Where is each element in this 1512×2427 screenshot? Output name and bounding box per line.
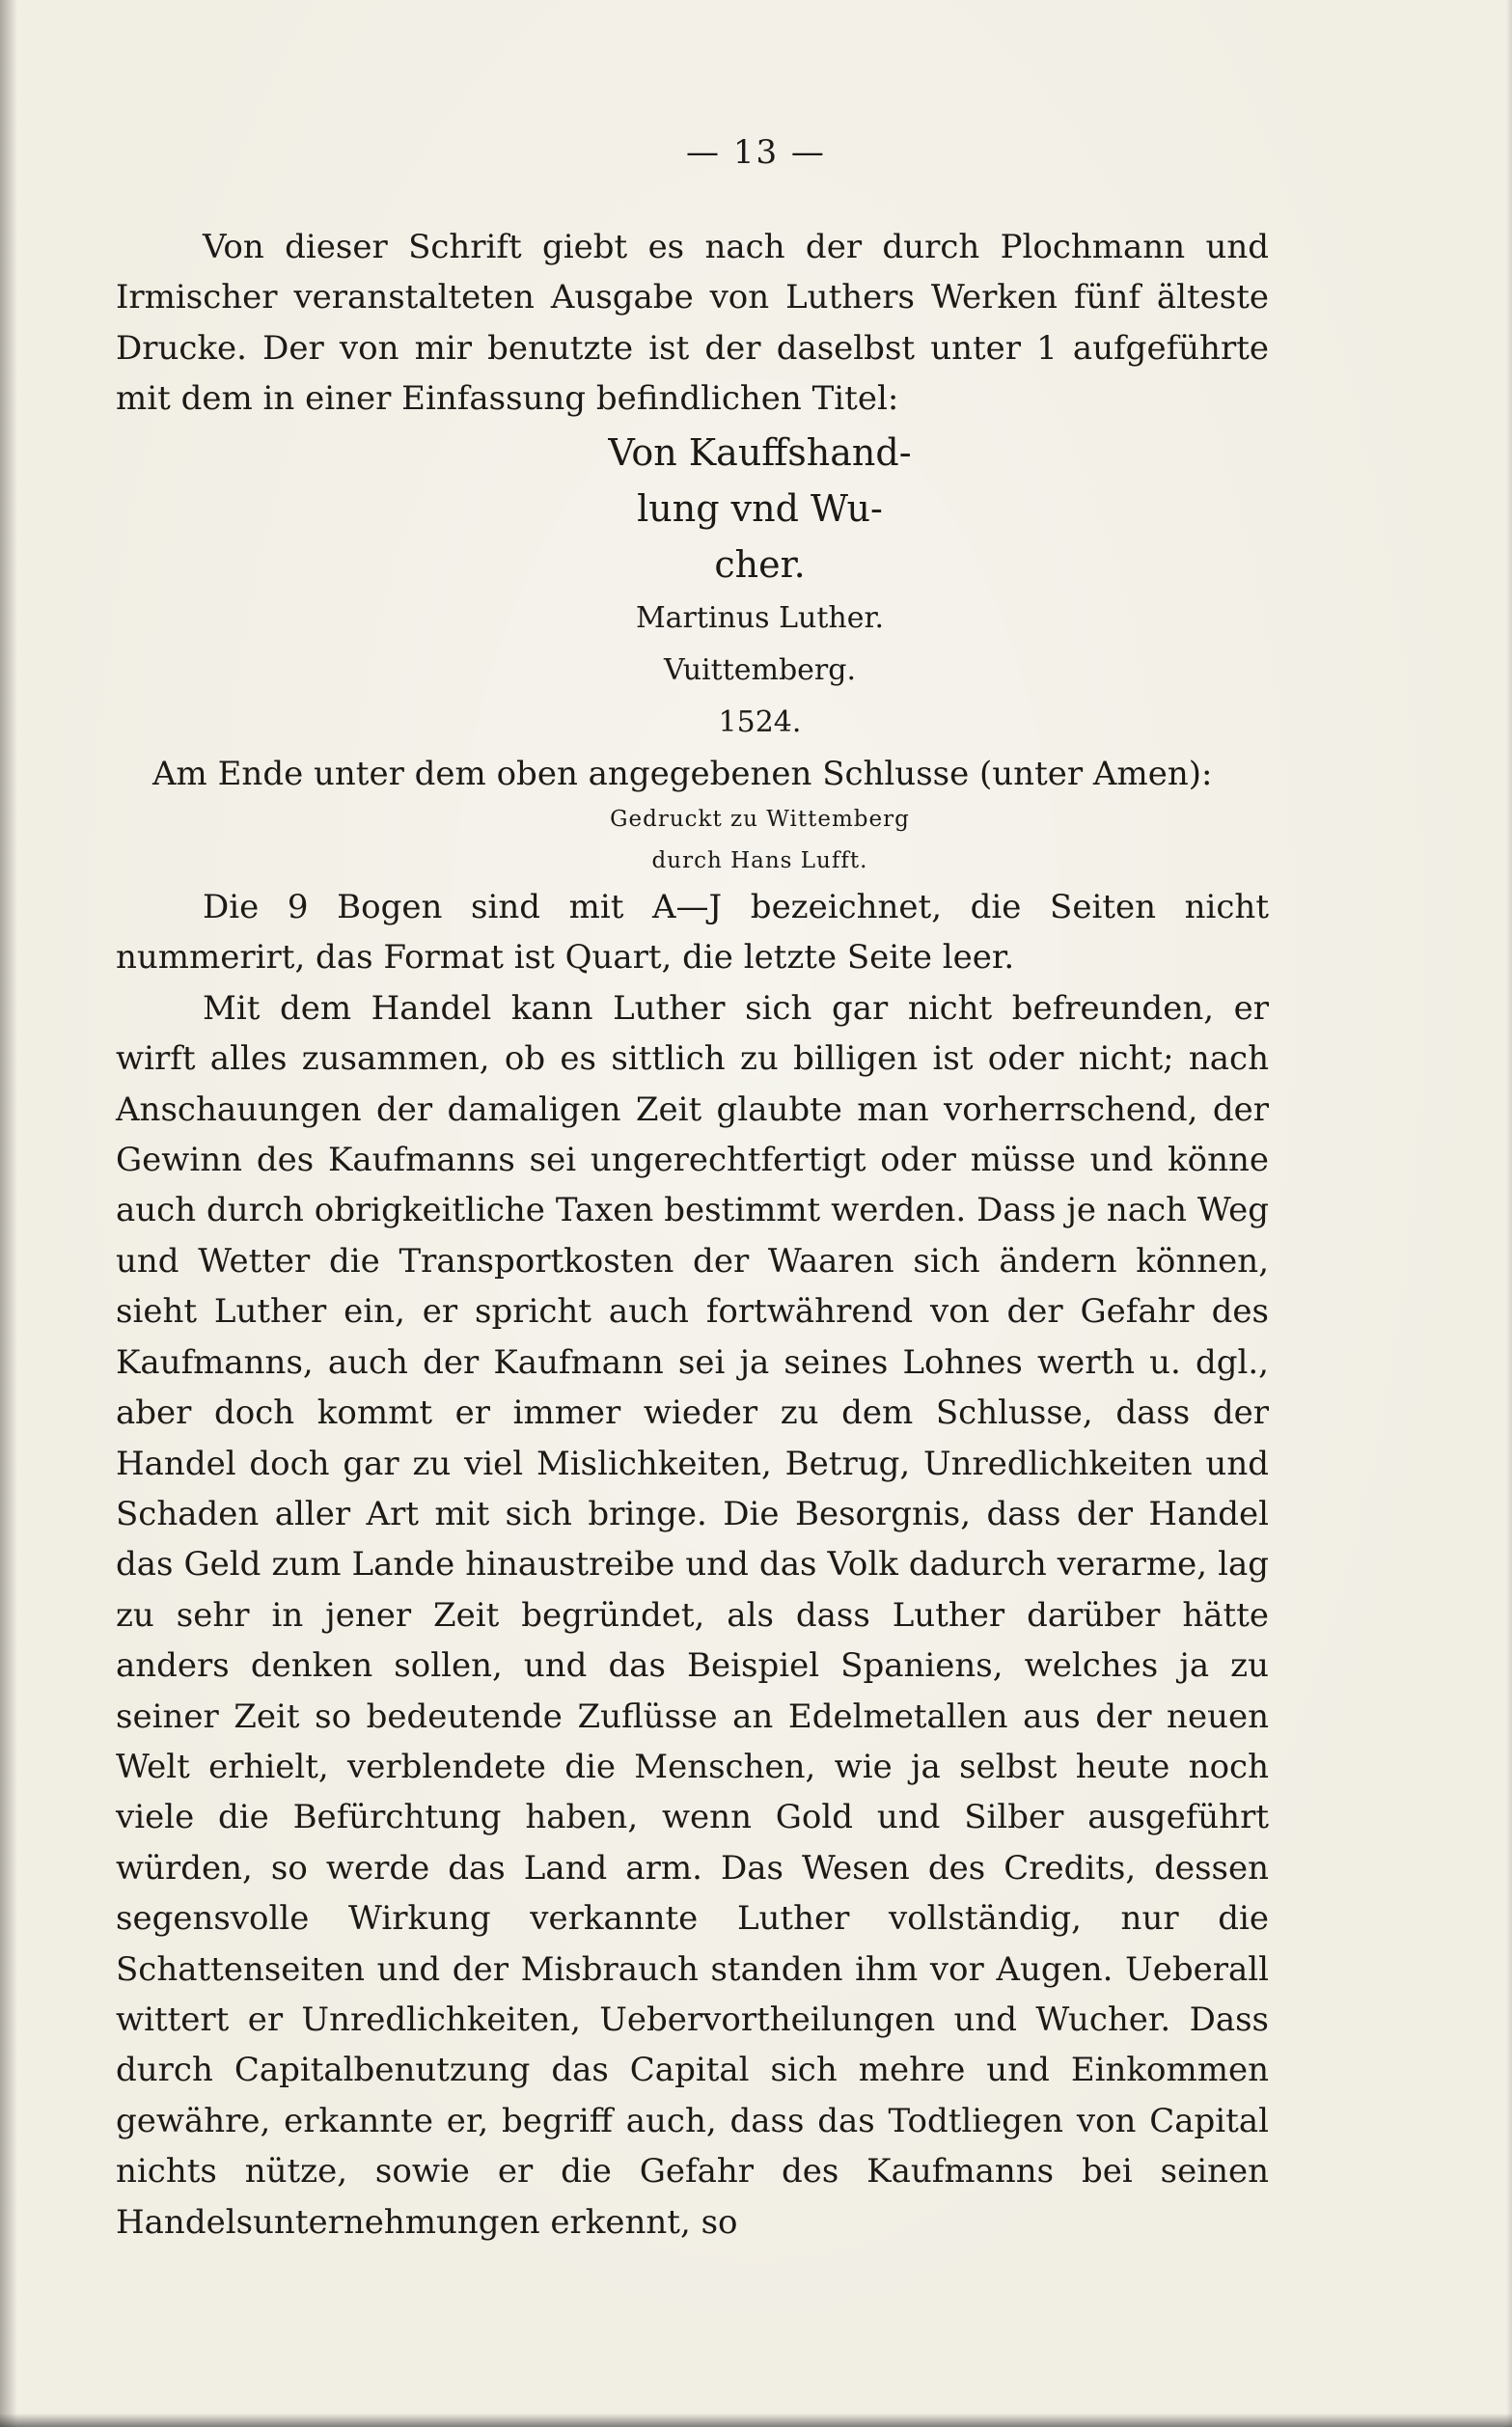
book-title (251, 425, 1269, 593)
page-number: — 13 — (686, 133, 826, 172)
colophon (251, 799, 1269, 882)
colophon-line-2: durch Hans Lufft. (651, 848, 868, 874)
bottom-edge-shadow (0, 2413, 1512, 2427)
book-year: 1524. (718, 704, 802, 739)
paragraph-end-intro: Am Ende unter dem oben angegebenen Schlusse (unter Amen): (152, 754, 1213, 793)
book-title-line-3: cher. (714, 542, 806, 586)
paragraph-main: Mit dem Handel kann Luther sich gar nicht befreunden, er wirft alles zusammen, ob es sittlich zu billigen ist oder nicht; nach Anschauungen der damaligen Zeit glaubte man vorherrschend, der Gewinn des Kaufmanns sei ungerechtfertigt oder müsse und könne auch durch obrigkeitliche Taxen bestimmt werden. Dass je nach Weg und Wetter die Transportkosten der Waaren sich ändern können, sieht Luther ein, er spricht auch fortwährend von der Gefahr des Kaufmanns, auch der Kaufmann sei ja seines Lohnes werth u. dgl., aber doch kommt er immer wieder zu dem Schlusse, dass der Handel doch gar zu viel Mislichkeiten, Betrug, Unredlichkeiten und Schaden aller Art mit sich bringe. Die Besorgnis, dass der Handel das Geld zum Lande hinaustreibe und das Volk dadurch verarme, lag zu sehr in jener Zeit begründet, als dass Luther darüber hätte anders denken sollen, und das Beispiel Spaniens, welches ja zu seiner Zeit so bedeutende Zuflüsse an Edelmetallen aus der neuen Welt erhielt, verblendete die Menschen, wie ja selbst heute noch viele die Befürchtung haben, wenn Gold und Silber ausgeführt würden, so werde das Land arm. Das Wesen des Credits, dessen segensvolle Wirkung verkannte Luther vollständig, nur die Schattenseiten und der Misbrauch standen ihm vor Augen. Ueberall wittert er Unredlichkeiten, Uebervortheilungen und Wucher. Dass durch Capitalbenutzung das Capital sich mehre und Einkommen gewähre, erkannte er, begriff auch, dass das Todtliegen von Capital nichts nütze, sowie er die Gefahr des Kaufmanns bei seinen Handelsunternehmungen erkennt, so (116, 988, 1269, 2242)
book-title-line-2: lung vnd Wu- (637, 486, 883, 530)
book-author: Martinus Luther. (635, 600, 885, 635)
colophon-line-1: Gedruckt zu Wittemberg (610, 807, 910, 833)
page-edge-shadow (1506, 0, 1512, 2427)
body-text (116, 222, 1269, 2248)
paragraph-format: Die 9 Bogen sind mit A—J bezeichnet, die Seiten nicht nummerirt, das Format ist Quart, die letzte Seite leer. (116, 888, 1269, 978)
book-place: Vuittemberg. (663, 652, 856, 687)
book-title-line-1: Von Kauffshand- (608, 430, 912, 474)
paragraph-intro: Von dieser Schrift giebt es nach der durch Plochmann und Irmischer veranstalteten Ausgabe von Luthers Werken fünf älteste Drucke. Der von mir benutzte ist der daselbst unter 1 aufgeführte mit dem in einer Einfassung befindlichen Titel: (116, 228, 1269, 419)
binding-shadow (0, 0, 17, 2427)
